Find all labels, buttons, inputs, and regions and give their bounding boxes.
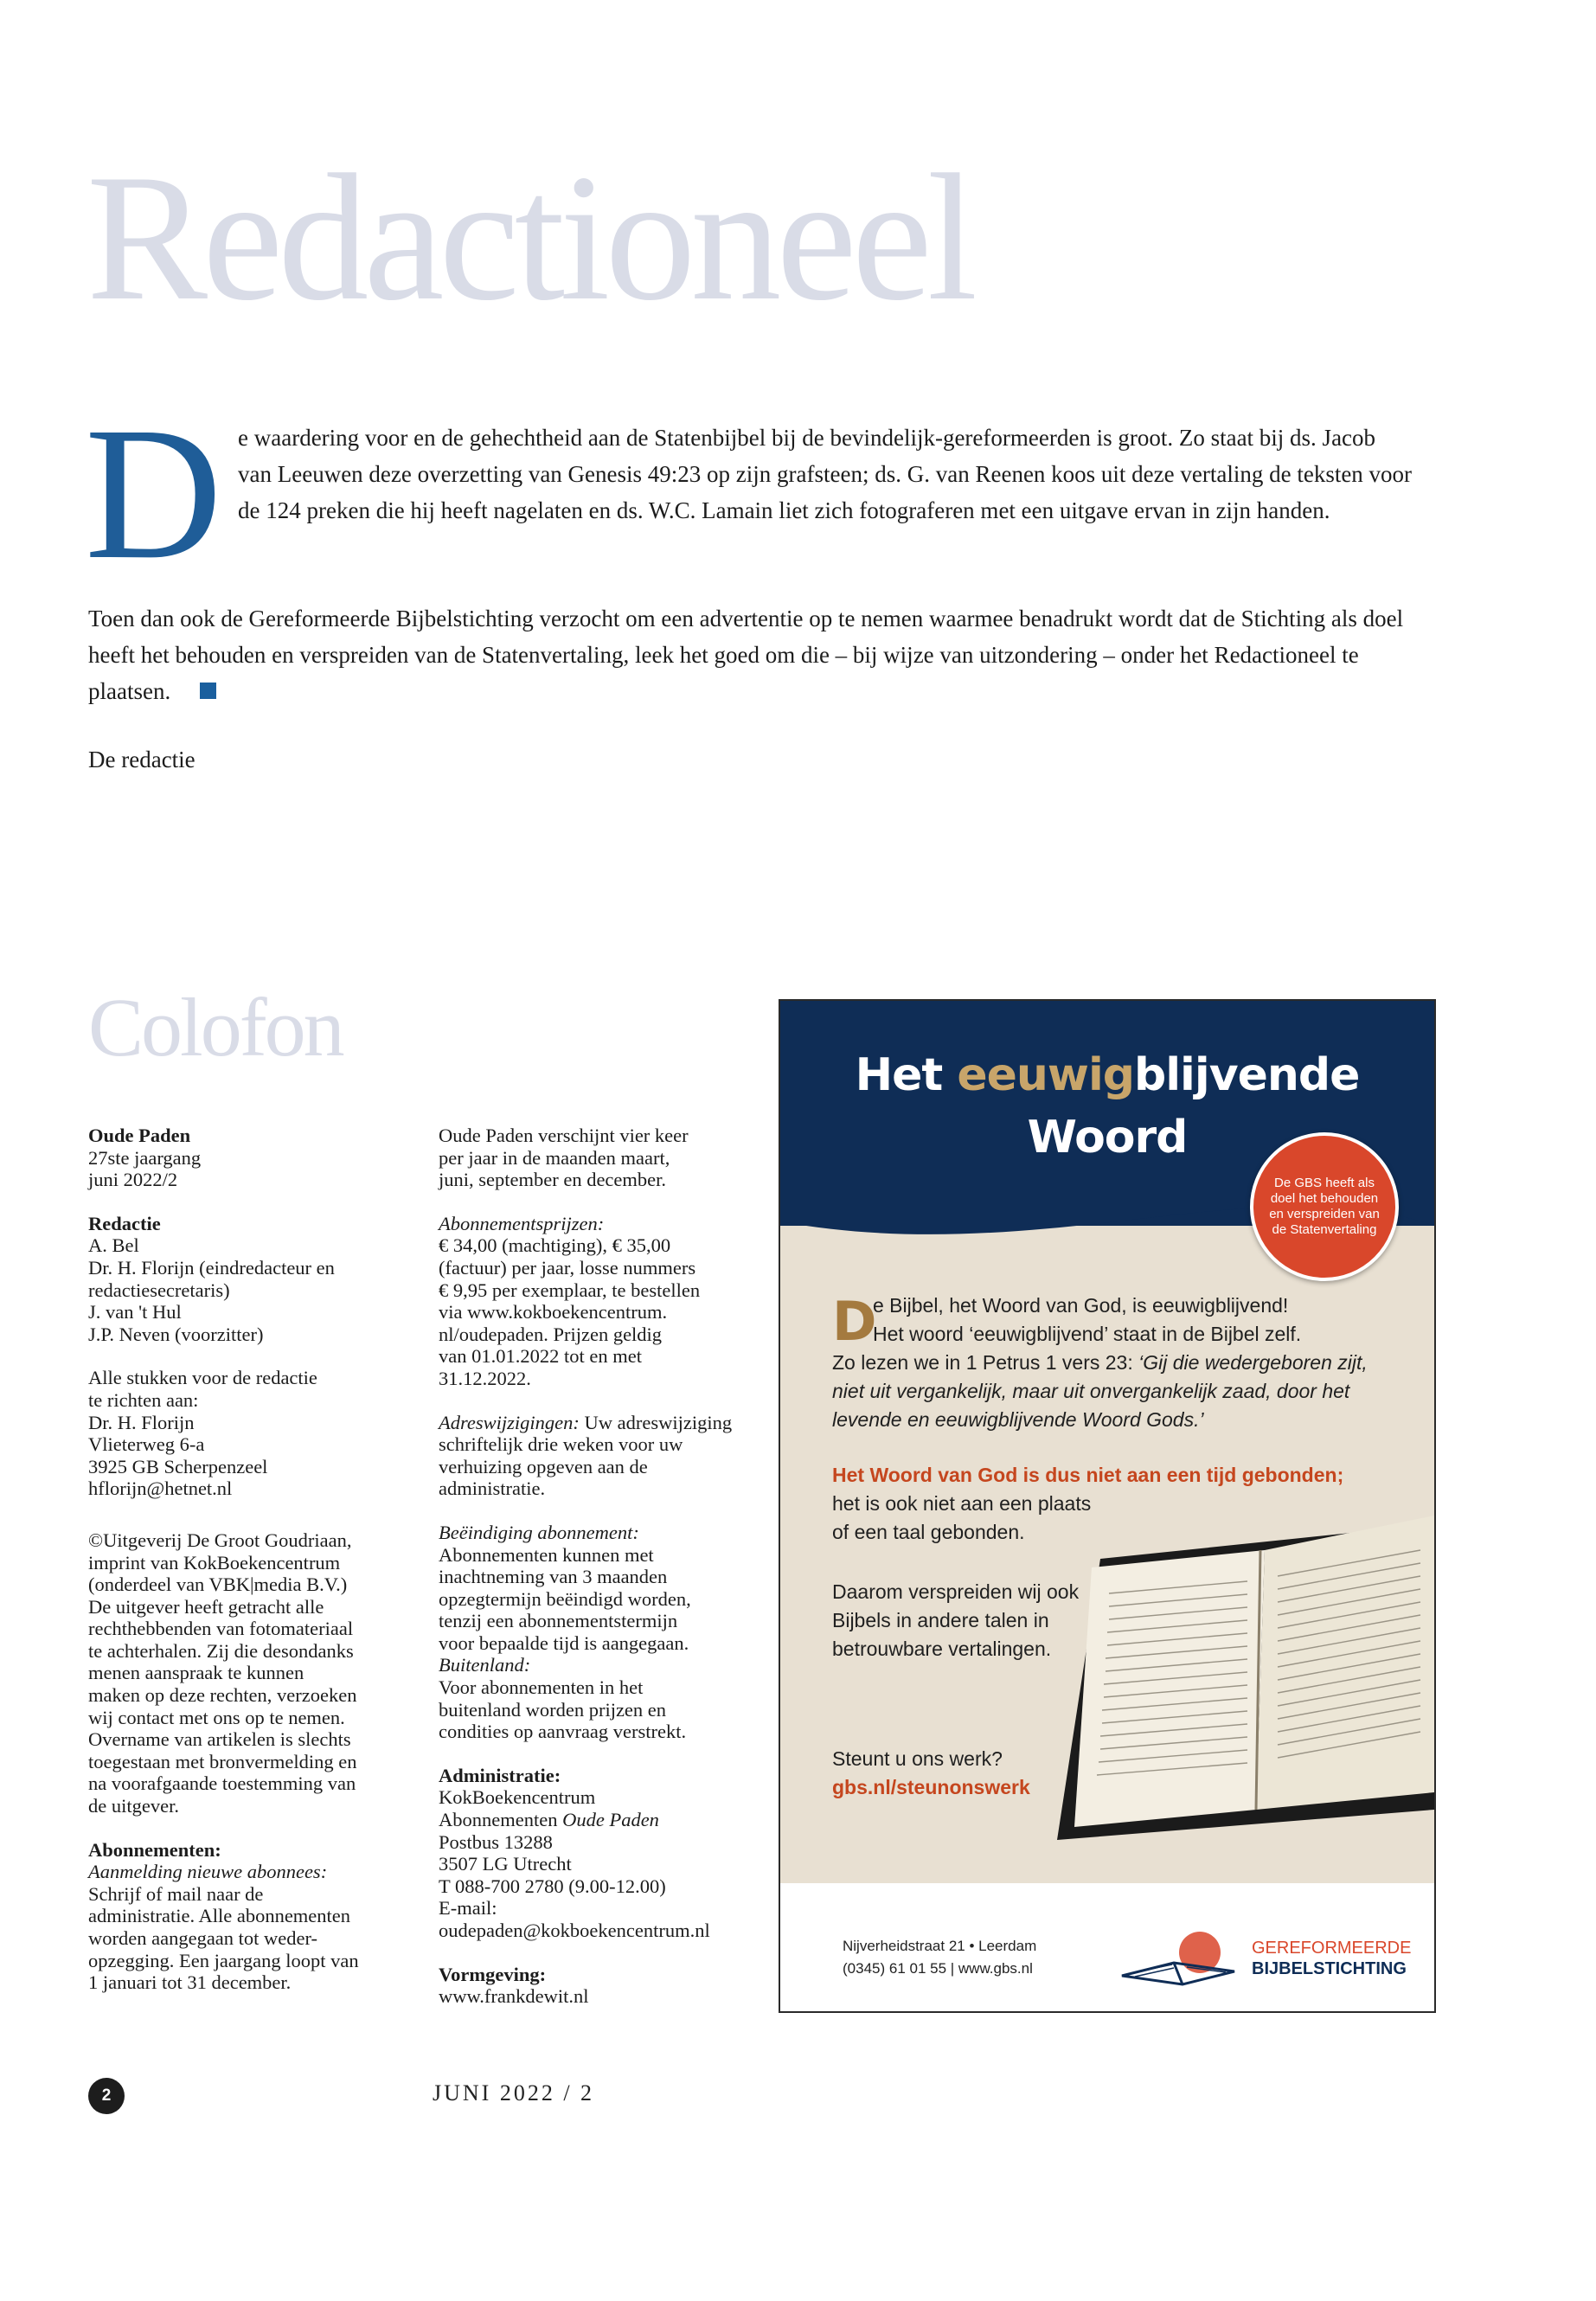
redactie-line: J. van 't Hul: [88, 1301, 182, 1324]
copyright-line: rechthebbenden van fotomateriaal: [88, 1618, 354, 1640]
page-number: 2: [88, 2078, 125, 2114]
prijzen-line: via www.kokboekencentrum.: [439, 1301, 668, 1324]
prijzen-line: van 01.01.2022 tot en met: [439, 1345, 642, 1368]
support-link[interactable]: gbs.nl/steunonswerk: [832, 1776, 1030, 1798]
address-line: Nijverheidstraat 21 • Leerdam: [843, 1938, 1037, 1954]
copyright-line: wij contact met ons op te nemen.: [88, 1706, 345, 1728]
drop-cap: D: [85, 388, 222, 599]
redactie-line: redactiesecretaris): [88, 1279, 230, 1301]
headline-part: Het: [855, 1049, 958, 1101]
colofon-column-1: [88, 1125, 408, 2016]
buitenland-line: buitenland worden prijzen en: [439, 1698, 667, 1721]
prijzen-line: € 34,00 (machtiging), € 35,00: [439, 1234, 671, 1257]
gbs-advertisement: [779, 999, 1436, 2013]
ad-orange-line: Het Woord van God is dus niet aan een tijd gebonden;: [832, 1464, 1344, 1486]
ad-address: [843, 1935, 1036, 1980]
buitenland-line: Voor abonnementen in het: [439, 1676, 644, 1699]
copyright-line: Overname van artikelen is slechts: [88, 1728, 351, 1751]
prijzen-line: 31.12.2022.: [439, 1367, 531, 1389]
copyright-line: menen aanspraak te kunnen: [88, 1662, 304, 1684]
aanmelding-line: Schrijf of mail naar de: [88, 1882, 264, 1905]
address-line: 3925 GB Scherpenzeel: [88, 1455, 268, 1477]
admin-email: oudepaden@kokboekencentrum.nl: [439, 1920, 710, 1941]
headline-part: blijvende: [1134, 1049, 1360, 1101]
administratie-block: [439, 1765, 767, 1942]
ad-quote: ‘Gij die wedergeboren zijt,: [1138, 1351, 1368, 1374]
colofon-title: Colofon: [88, 981, 343, 1074]
open-bible-icon: [1040, 1498, 1434, 1844]
redactie-heading: Redactie: [88, 1212, 161, 1234]
ad-line: Zo lezen we in 1 Petrus 1 vers 23:: [832, 1351, 1139, 1374]
ad-support: [832, 1745, 1030, 1802]
vormgeving-block: [439, 1964, 767, 2008]
verschijnt-line: per jaar in de maanden maart,: [439, 1146, 670, 1169]
copyright-line: ©Uitgeverij De Groot Goudriaan,: [88, 1529, 352, 1551]
aanmelding-line: administratie. Alle abonnementen: [88, 1905, 351, 1927]
verschijnt-line: Oude Paden verschijnt vier keer: [439, 1125, 689, 1146]
ad-line: betrouwbare vertalingen.: [832, 1638, 1052, 1660]
issue-footer: JUNI 2022 / 2: [433, 2080, 595, 2106]
beeindiging-line: inachtneming van 3 maanden: [439, 1566, 668, 1588]
logo-line: BIJBELSTICHTING: [1252, 1959, 1407, 1978]
address-line: te richten aan:: [88, 1388, 199, 1411]
redactie-line: A. Bel: [88, 1234, 139, 1257]
beeindiging-block: [439, 1522, 767, 1743]
adres-heading: Adreswijzigingen:: [439, 1411, 580, 1433]
aanmelding-heading: Aanmelding nieuwe abonnees:: [88, 1861, 328, 1883]
ad-paragraph: [832, 1578, 1079, 1663]
aanmelding-line: 1 januari tot 31 december.: [88, 1971, 292, 1994]
copyright-line: maken op deze rechten, verzoeken: [88, 1684, 357, 1707]
beeindiging-heading: Beëindiging abonnement:: [439, 1521, 639, 1543]
ad-line: Bijbels in andere talen in: [832, 1609, 1049, 1631]
admin-line: KokBoekencentrum: [439, 1786, 596, 1809]
ad-quote-block: [832, 1349, 1368, 1434]
buitenland-heading: Buitenland:: [439, 1654, 531, 1676]
headline-line2: Woord: [1027, 1112, 1188, 1163]
email: hflorijn@hetnet.nl: [88, 1477, 233, 1500]
prijzen-heading: Abonnementsprijzen:: [439, 1212, 605, 1234]
issue: juni 2022/2: [88, 1169, 178, 1191]
aanmelding-line: worden aangegaan tot weder-: [88, 1927, 318, 1949]
ad-line: e Bijbel, het Woord van God, is eeuwigblijvend!: [873, 1294, 1289, 1317]
administratie-heading: Administratie:: [439, 1764, 561, 1786]
beeindiging-line: voor bepaalde tijd is aangegaan.: [439, 1631, 689, 1654]
signature: De redactie: [88, 747, 195, 772]
abonnementen-block: [88, 1839, 408, 1994]
address-line: Vlieterweg 6-a: [88, 1433, 205, 1456]
intro-paragraph: e waardering voor en de gehechtheid aan de Statenbijbel bij de bevindelijk-gereformeerden is groot. Zo staat bij ds. Jacob van Leeuwen deze overzetting van Genesis 49:23 op zijn grafsteen; ds. G. van Reenen koos uit deze vertaling de teksten voor de 124 preken die hij heeft nagelaten en ds. W.C. Lamain liet zich fotograferen met een uitgave ervan in zijn handen.: [238, 425, 1413, 523]
publication-block: [88, 1125, 408, 1191]
gbs-logo-icon: [1113, 1928, 1243, 1989]
admin-line: 3507 LG Utrecht: [439, 1853, 572, 1875]
paragraph-text: Toen dan ook de Gereformeerde Bijbelstichting verzocht om een advertentie op te nemen waarmee benadrukt wordt dat de Stichting als doel heeft het behouden en verspreiden van de Statenvertaling, leek het goed om die – bij wijze van uitzondering – onder het Redactioneel te plaatsen.: [88, 606, 1404, 704]
colofon-column-2: [439, 1125, 767, 2029]
ad-drop-cap: D: [832, 1290, 877, 1353]
body-paragraph: [88, 600, 1438, 709]
headline-gold: eeuwig: [957, 1049, 1134, 1101]
address-line: Dr. H. Florijn: [88, 1411, 195, 1433]
vormgeving-url: www.frankdewit.nl: [439, 1985, 589, 2008]
copyright-line: na voorafgaande toestemming van: [88, 1772, 356, 1795]
adres-line: administratie.: [439, 1477, 546, 1500]
buitenland-line: condities op aanvraag verstrekt.: [439, 1721, 687, 1743]
ad-line: het is ook niet aan een plaats: [832, 1492, 1092, 1515]
page-title: Redactioneel: [87, 138, 973, 338]
verschijnt-block: [439, 1125, 767, 1191]
beeindiging-line: tenzij een abonnementstermijn: [439, 1610, 678, 1632]
gbs-logo-text: [1252, 1938, 1411, 1979]
admin-line: E-mail:: [439, 1897, 497, 1920]
ad-line: Daarom verspreiden wij ook: [832, 1580, 1080, 1603]
ad-quote: niet uit vergankelijk, maar uit onvergankelijk zaad, door het: [832, 1380, 1350, 1402]
ad-badge: [1250, 1132, 1399, 1281]
copyright-line: toegestaan met bronvermelding en: [88, 1750, 357, 1772]
logo-line: GEREFORMEERDE: [1252, 1939, 1412, 1958]
vormgeving-heading: Vormgeving:: [439, 1963, 547, 1985]
ad-line: Het woord ‘eeuwigblijvend’ staat in de Bijbel zelf.: [873, 1323, 1302, 1345]
prijzen-line: € 9,95 per exemplaar, te bestellen: [439, 1279, 701, 1301]
end-mark-icon: [200, 683, 216, 699]
ad-paragraph: [832, 1490, 1091, 1547]
jaargang: 27ste jaargang: [88, 1146, 202, 1169]
beeindiging-line: Abonnementen kunnen met: [439, 1543, 654, 1566]
prijzen-block: [439, 1213, 767, 1390]
prijzen-line: nl/oudepaden. Prijzen geldig: [439, 1323, 663, 1345]
admin-italic: Oude Paden: [562, 1809, 659, 1831]
copyright-line: (onderdeel van VBK|media B.V.): [88, 1574, 348, 1596]
redactie-line: J.P. Neven (voorzitter): [88, 1323, 264, 1345]
support-question: Steunt u ons werk?: [832, 1747, 1003, 1770]
admin-line: Postbus 13288: [439, 1830, 553, 1853]
adres-block: [439, 1412, 767, 1500]
badge-text: De GBS heeft als doel het behouden en verspreiden van de Statenvertaling: [1269, 1176, 1380, 1237]
adres-line: Uw adreswijziging: [579, 1411, 733, 1433]
address-line: Alle stukken voor de redactie: [88, 1367, 317, 1389]
ad-line: of een taal gebonden.: [832, 1521, 1025, 1543]
adres-line: schriftelijk drie weken voor uw: [439, 1433, 683, 1456]
adres-line: verhuizing opgeven aan de: [439, 1455, 648, 1477]
prijzen-line: (factuur) per jaar, losse nummers: [439, 1256, 696, 1279]
copyright-line: De uitgever heeft getracht alle: [88, 1595, 324, 1618]
abonnementen-heading: Abonnementen:: [88, 1838, 221, 1861]
phone-web-line: (0345) 61 01 55 | www.gbs.nl: [843, 1960, 1033, 1977]
redactie-line: Dr. H. Florijn (eindredacteur en: [88, 1256, 335, 1279]
address-block: [88, 1367, 408, 1500]
copyright-line: te achterhalen. Zij die desondanks: [88, 1639, 354, 1662]
verschijnt-line: juni, september en december.: [439, 1169, 667, 1191]
copyright-line: imprint van KokBoekencentrum: [88, 1551, 341, 1574]
copyright-line: de uitgever.: [88, 1795, 179, 1817]
ad-quote: levende en eeuwigblijvende Woord Gods.’: [832, 1408, 1204, 1431]
beeindiging-line: opzegtermijn beëindigd worden,: [439, 1587, 691, 1610]
publication-name: Oude Paden: [88, 1125, 191, 1146]
aanmelding-line: opzegging. Een jaargang loopt van: [88, 1949, 359, 1971]
admin-line: T 088-700 2780 (9.00-12.00): [439, 1875, 666, 1897]
redactie-block: [88, 1213, 408, 1346]
copyright-block: [88, 1529, 408, 1817]
admin-line: Abonnementen: [439, 1809, 563, 1831]
